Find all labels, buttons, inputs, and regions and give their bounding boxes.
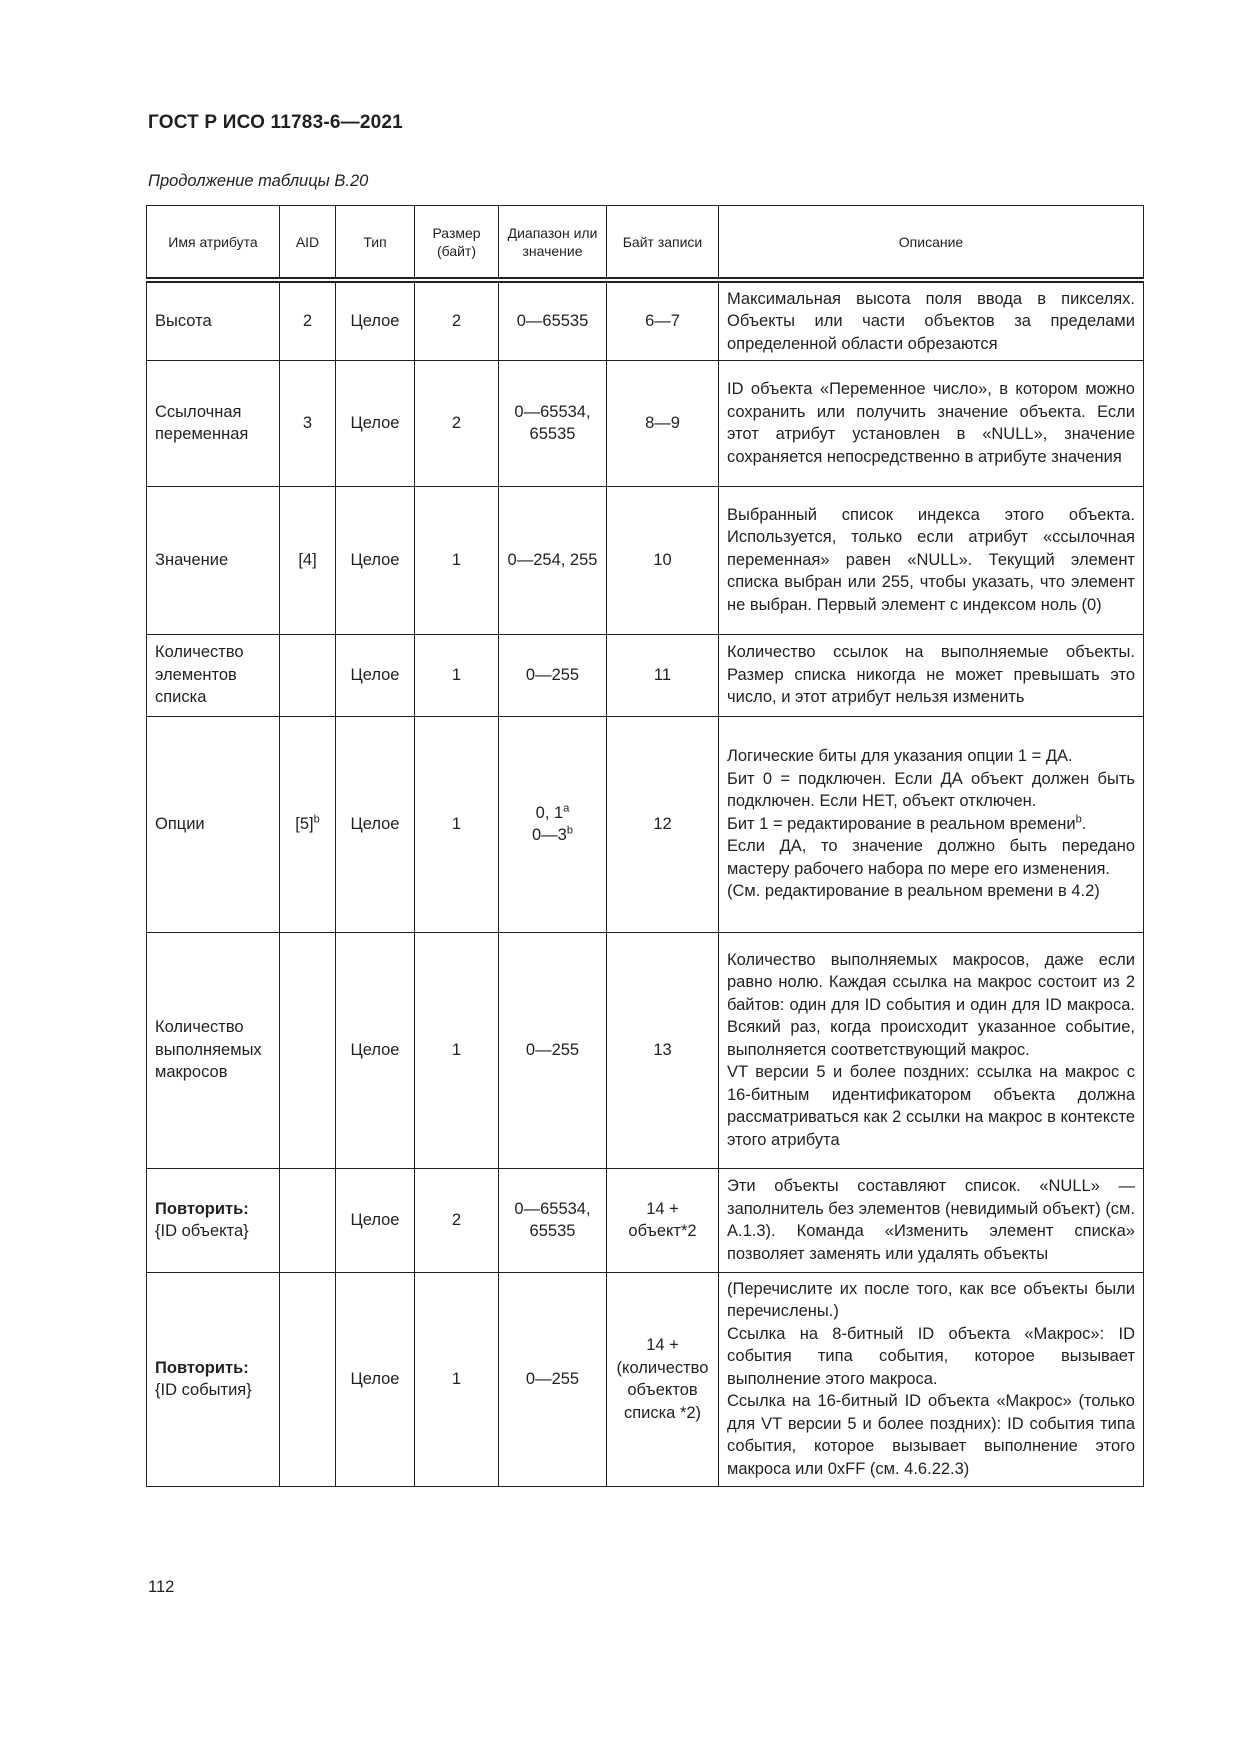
repeat-label: Повторить: (155, 1199, 249, 1218)
cell-aid (280, 932, 336, 1168)
cell-size: 1 (415, 1272, 499, 1486)
footnote-marker: b (566, 824, 573, 837)
description-line: Количество выполняемых макросов, даже если равно нолю. Каждая ссылка на макрос состоит из 2 байтов: один для ID события и один для ID макроса. Всякий раз, когда происходит указанное событие, выполняется соответствующий макрос. (727, 950, 1135, 1059)
cell-name: Опции (147, 716, 280, 932)
description-line: VT версии 5 и более поздних: ссылка на макрос с 16-битным идентификатором объекта должна рассматриваться как 2 ссылки на макрос в контексте этого атрибута (727, 1063, 1135, 1149)
bytes-line: 14 + (646, 1199, 679, 1218)
table-row (147, 716, 1144, 932)
cell-aid (280, 1272, 336, 1486)
cell-aid (280, 634, 336, 716)
cell-range: 0—255 (499, 1272, 607, 1486)
description-text: . (1081, 814, 1087, 833)
cell-size: 2 (415, 1168, 499, 1272)
cell-description: Выбранный список индекса этого объекта. Используется, только если атрибут «ссылочная переменная» равен «NULL». Текущий элемент списка выбран или 255, чтобы указать, что элемент не выбран. Первый элемент с индексом ноль (0) (719, 486, 1144, 634)
cell-bytes: 14 + (количество объектов списка *2) (607, 1272, 719, 1486)
cell-bytes: 11 (607, 634, 719, 716)
table-row (147, 1272, 1144, 1486)
table-row (147, 1168, 1144, 1272)
range-text: 0—3 (532, 826, 567, 844)
description-line: Ссылка на 8-битный ID объекта «Макрос»: ID события типа события, которое вызывает выполнение этого макроса. (727, 1324, 1135, 1388)
description-text: Бит 1 = редактирование в реальном времени (727, 814, 1076, 833)
cell-description: Максимальная высота поля ввода в пикселях. Объекты или части объектов за пределами определенной области обрезаются (719, 280, 1144, 360)
cell-description: Эти объекты составляют список. «NULL» — заполнитель без элементов (невидимый объект) (см. А.1.3). Команда «Изменить элемент списка» позволяет заменять или удалять объекты (719, 1168, 1144, 1272)
column-header-size: Размер (байт) (415, 206, 499, 281)
cell-description (719, 1272, 1144, 1486)
cell-range (499, 716, 607, 932)
cell-range: 0—65535 (499, 280, 607, 360)
cell-bytes: 13 (607, 932, 719, 1168)
cell-size: 1 (415, 634, 499, 716)
cell-type: Целое (336, 360, 415, 486)
bytes-line: объект*2 (628, 1222, 697, 1240)
column-header-aid: AID (280, 206, 336, 281)
cell-size: 1 (415, 486, 499, 634)
footnote-marker: b (1075, 813, 1082, 826)
range-value-2 (507, 824, 598, 847)
cell-description (719, 932, 1144, 1168)
table-row (147, 634, 1144, 716)
column-header-bytes: Байт записи (607, 206, 719, 281)
cell-description (719, 716, 1144, 932)
aid-value: [5] (295, 814, 314, 833)
range-value-1 (507, 802, 598, 825)
table-row (147, 360, 1144, 486)
table-row (147, 280, 1144, 360)
range-text: 0, 1 (535, 803, 564, 822)
cell-range: 0—255 (499, 634, 607, 716)
cell-name: Ссылочная переменная (147, 360, 280, 486)
cell-type: Целое (336, 634, 415, 716)
cell-name: Количество элементов списка (147, 634, 280, 716)
cell-size: 2 (415, 280, 499, 360)
cell-size: 2 (415, 360, 499, 486)
cell-type: Целое (336, 932, 415, 1168)
cell-name (147, 1168, 280, 1272)
description-line: (Перечислите их после того, как все объекты были перечислены.) (727, 1279, 1135, 1321)
repeat-field: {ID события} (155, 1381, 252, 1399)
cell-bytes: 6—7 (607, 280, 719, 360)
cell-aid: [4] (280, 486, 336, 634)
cell-aid (280, 1168, 336, 1272)
cell-bytes: 8—9 (607, 360, 719, 486)
cell-type: Целое (336, 1272, 415, 1486)
cell-name: Значение (147, 486, 280, 634)
cell-range: 0—65534, 65535 (499, 1168, 607, 1272)
cell-aid (280, 716, 336, 932)
repeat-field: {ID объекта} (155, 1222, 249, 1240)
description-line: Логические биты для указания опции 1 = ДА. (727, 747, 1073, 766)
cell-name: Количество выполняемых макросов (147, 932, 280, 1168)
column-header-description: Описание (719, 206, 1144, 281)
cell-name (147, 1272, 280, 1486)
cell-type: Целое (336, 716, 415, 932)
attribute-table (146, 205, 1144, 1487)
table-row (147, 486, 1144, 634)
cell-range: 0—254, 255 (499, 486, 607, 634)
cell-bytes: 10 (607, 486, 719, 634)
table-row (147, 932, 1144, 1168)
cell-range: 0—255 (499, 932, 607, 1168)
column-header-range: Диапазон или значение (499, 206, 607, 281)
description-line: Если ДА, то значение должно быть передано мастеру рабочего набора по мере его изменения. (727, 837, 1135, 878)
description-line: Бит 0 = подключен. Если ДА объект должен быть подключен. Если НЕТ, объект отключен. (727, 769, 1135, 811)
footnote-marker: b (313, 813, 320, 826)
document-title: ГОСТ Р ИСО 11783-6—2021 (148, 112, 403, 133)
cell-bytes (607, 1168, 719, 1272)
description-line: Ссылка на 16-битный ID объекта «Макрос» (только для VT версии 5 и более поздних): ID события типа события, которое вызывает выполнение этого макроса или 0xFF (см. 4.6.22.3) (727, 1392, 1135, 1478)
cell-bytes: 12 (607, 716, 719, 932)
cell-description: Количество ссылок на выполняемые объекты. Размер списка никогда не может превышать это число, и этот атрибут нельзя изменить (719, 634, 1144, 716)
cell-type: Целое (336, 280, 415, 360)
cell-aid: 3 (280, 360, 336, 486)
description-line (727, 813, 1135, 836)
cell-size: 1 (415, 932, 499, 1168)
page-number: 112 (148, 1578, 175, 1596)
column-header-type: Тип (336, 206, 415, 281)
footnote-marker: a (563, 802, 570, 814)
cell-name: Высота (147, 280, 280, 360)
cell-aid: 2 (280, 280, 336, 360)
repeat-label: Повторить: (155, 1358, 249, 1377)
table-caption: Продолжение таблицы В.20 (148, 172, 369, 190)
description-line: (См. редактирование в реальном времени в 4.2) (727, 882, 1100, 901)
cell-size: 1 (415, 716, 499, 932)
table-header-row (147, 206, 1144, 281)
cell-type: Целое (336, 1168, 415, 1272)
cell-type: Целое (336, 486, 415, 634)
cell-description: ID объекта «Переменное число», в котором можно сохранить или получить значение объекта. Если этот атрибут установлен в «NULL», значение сохраняется непосредственно в атрибуте значения (719, 360, 1144, 486)
column-header-name: Имя атрибута (147, 206, 280, 281)
cell-range: 0—65534, 65535 (499, 360, 607, 486)
